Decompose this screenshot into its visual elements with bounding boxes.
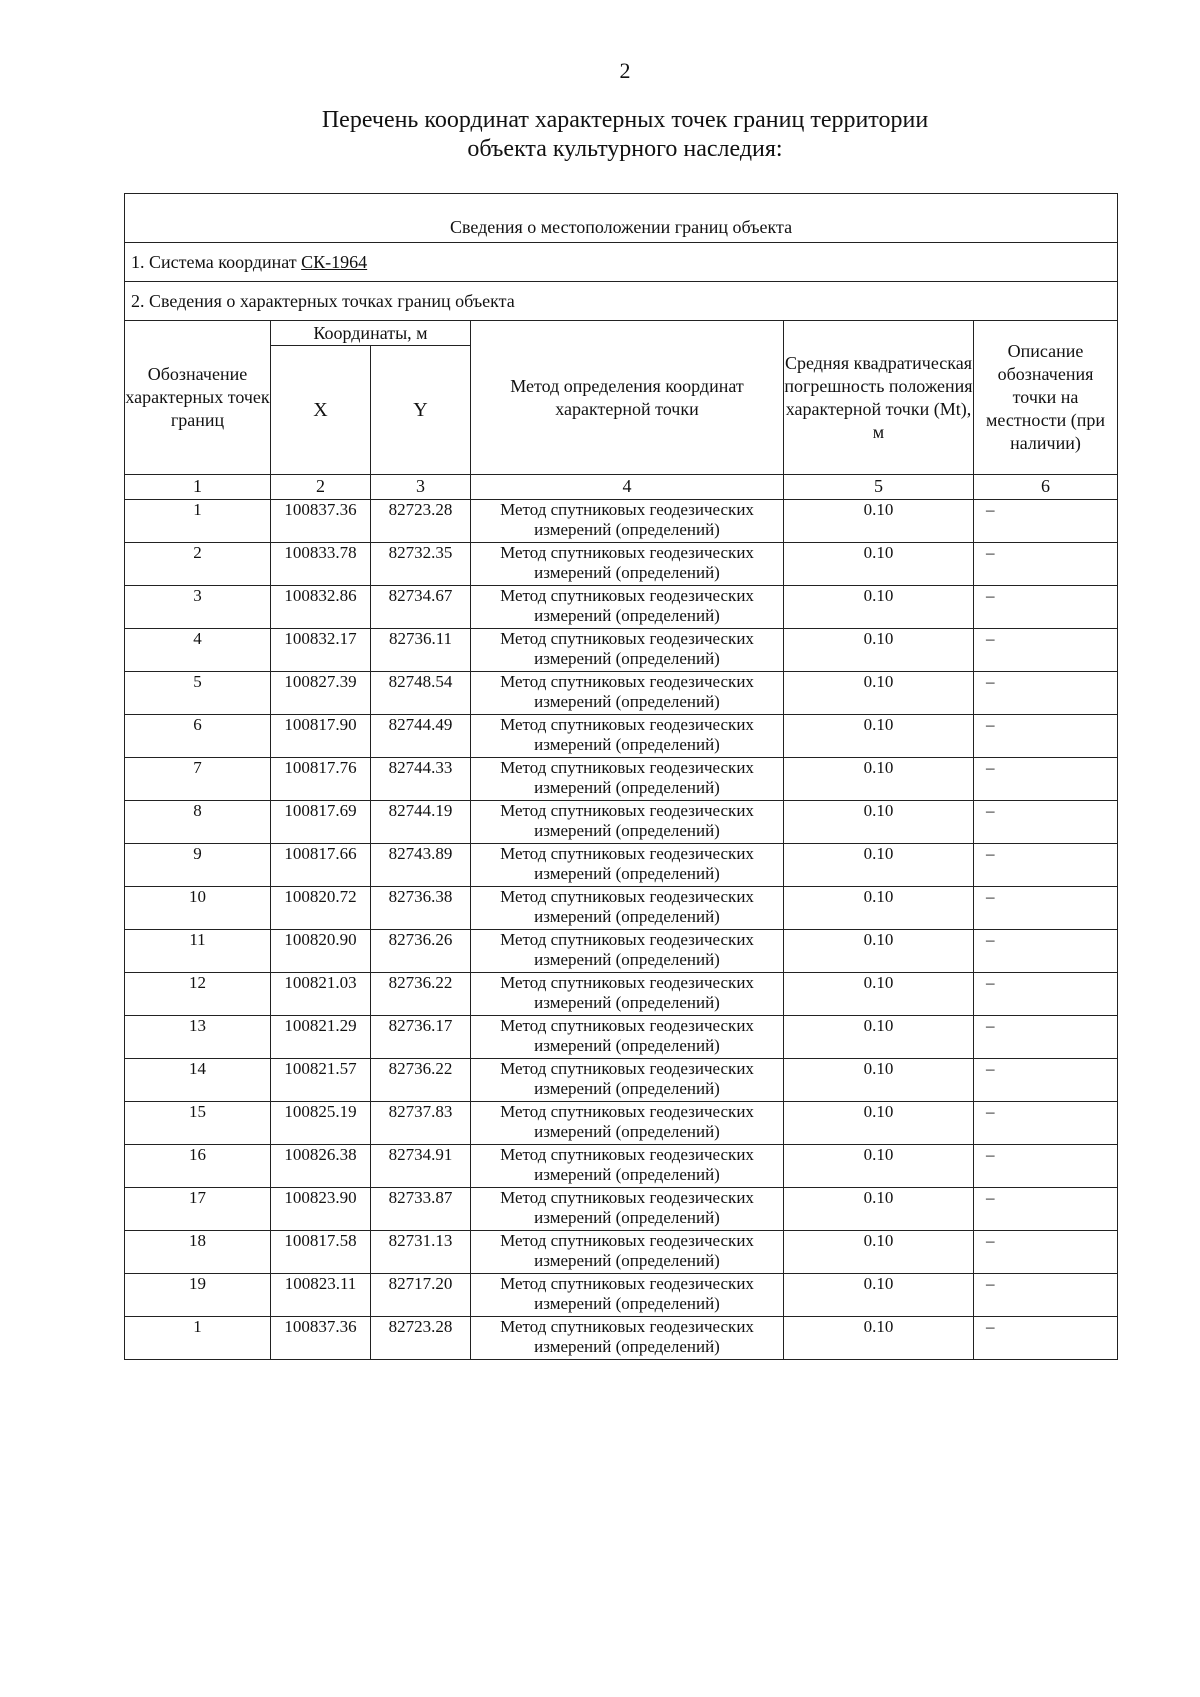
points-info-header: 2. Сведения о характерных точках границ объекта [125,282,1118,321]
x-coordinate-cell: 100832.86 [271,586,371,629]
error-cell: 0.10 [784,844,974,887]
table-row [125,1317,1118,1360]
page-number: 2 [619,58,631,83]
method-cell: Метод спутниковых геодезических измерений (определений) [471,1274,784,1317]
y-coordinate-cell: 82717.20 [371,1274,471,1317]
error-cell: 0.10 [784,1188,974,1231]
error-cell: 0.10 [784,1059,974,1102]
method-cell: Метод спутниковых геодезических измерений (определений) [471,715,784,758]
x-coordinate-cell: 100833.78 [271,543,371,586]
method-cell: Метод спутниковых геодезических измерений (определений) [471,1145,784,1188]
error-cell: 0.10 [784,1231,974,1274]
col-header-coordinates: Координаты, м [271,321,471,346]
x-coordinate-cell: 100837.36 [271,1317,371,1360]
page-title [0,106,1200,164]
x-coordinate-cell: 100817.66 [271,844,371,887]
column-number: 5 [784,475,974,500]
point-id-cell: 5 [125,672,271,715]
title-line-2: объекта культурного наследия: [467,136,783,162]
table-row [125,758,1118,801]
table-row [125,801,1118,844]
x-coordinate-cell: 100817.76 [271,758,371,801]
method-cell: Метод спутниковых геодезических измерений (определений) [471,1317,784,1360]
y-coordinate-cell: 82723.28 [371,1317,471,1360]
y-coordinate-cell: 82743.89 [371,844,471,887]
description-cell: – [974,629,1118,672]
y-coordinate-cell: 82736.22 [371,1059,471,1102]
x-coordinate-cell: 100823.90 [271,1188,371,1231]
error-cell: 0.10 [784,715,974,758]
description-cell: – [974,500,1118,543]
x-coordinate-cell: 100817.90 [271,715,371,758]
description-cell: – [974,1016,1118,1059]
description-cell: – [974,930,1118,973]
col-header-description: Описание обозначения точки на местности (при наличии) [974,321,1118,475]
table-row [125,887,1118,930]
error-cell: 0.10 [784,801,974,844]
x-coordinate-cell: 100823.11 [271,1274,371,1317]
point-id-cell: 1 [125,1317,271,1360]
y-coordinate-cell: 82733.87 [371,1188,471,1231]
point-id-cell: 19 [125,1274,271,1317]
point-id-cell: 11 [125,930,271,973]
description-cell: – [974,1102,1118,1145]
table-row [125,1274,1118,1317]
error-cell: 0.10 [784,1102,974,1145]
col-header-point-designation: Обозначение характерных точек границ [125,321,271,475]
column-number: 1 [125,475,271,500]
method-cell: Метод спутниковых геодезических измерений (определений) [471,887,784,930]
description-cell: – [974,672,1118,715]
x-coordinate-cell: 100820.90 [271,930,371,973]
x-coordinate-cell: 100821.57 [271,1059,371,1102]
description-cell: – [974,1231,1118,1274]
y-coordinate-cell: 82736.22 [371,973,471,1016]
y-coordinate-cell: 82744.33 [371,758,471,801]
error-cell: 0.10 [784,1016,974,1059]
error-cell: 0.10 [784,973,974,1016]
description-cell: – [974,715,1118,758]
table-row [125,1059,1118,1102]
table-row [125,1145,1118,1188]
error-cell: 0.10 [784,758,974,801]
table-row [125,586,1118,629]
x-coordinate-cell: 100827.39 [271,672,371,715]
description-cell: – [974,1317,1118,1360]
point-id-cell: 3 [125,586,271,629]
description-cell: – [974,1145,1118,1188]
point-id-cell: 7 [125,758,271,801]
description-cell: – [974,1059,1118,1102]
table-row [125,1016,1118,1059]
method-cell: Метод спутниковых геодезических измерений (определений) [471,500,784,543]
column-number: 4 [471,475,784,500]
y-coordinate-cell: 82732.35 [371,543,471,586]
coordinate-system-row [125,243,1118,282]
col-header-y: Y [371,346,471,475]
table-row [125,1102,1118,1145]
method-cell: Метод спутниковых геодезических измерений (определений) [471,1059,784,1102]
y-coordinate-cell: 82734.67 [371,586,471,629]
y-coordinate-cell: 82731.13 [371,1231,471,1274]
method-cell: Метод спутниковых геодезических измерений (определений) [471,1102,784,1145]
method-cell: Метод спутниковых геодезических измерений (определений) [471,586,784,629]
method-cell: Метод спутниковых геодезических измерений (определений) [471,543,784,586]
method-cell: Метод спутниковых геодезических измерений (определений) [471,672,784,715]
col-header-x: X [271,346,371,475]
point-id-cell: 2 [125,543,271,586]
method-cell: Метод спутниковых геодезических измерений (определений) [471,1188,784,1231]
description-cell: – [974,887,1118,930]
x-coordinate-cell: 100826.38 [271,1145,371,1188]
object-info-header: Сведения о местоположении границ объекта [125,194,1118,243]
table-row [125,844,1118,887]
description-cell: – [974,801,1118,844]
x-coordinate-cell: 100821.29 [271,1016,371,1059]
method-cell: Метод спутниковых геодезических измерений (определений) [471,844,784,887]
y-coordinate-cell: 82736.38 [371,887,471,930]
point-id-cell: 14 [125,1059,271,1102]
y-coordinate-cell: 82744.19 [371,801,471,844]
table-row [125,629,1118,672]
description-cell: – [974,1188,1118,1231]
y-coordinate-cell: 82734.91 [371,1145,471,1188]
table-row [125,500,1118,543]
table-row [125,1188,1118,1231]
x-coordinate-cell: 100817.58 [271,1231,371,1274]
error-cell: 0.10 [784,887,974,930]
error-cell: 0.10 [784,500,974,543]
error-cell: 0.10 [784,930,974,973]
table-row [125,543,1118,586]
method-cell: Метод спутниковых геодезических измерений (определений) [471,1016,784,1059]
error-cell: 0.10 [784,586,974,629]
point-id-cell: 1 [125,500,271,543]
coordinate-system-label: 1. Система координат [131,251,302,272]
point-id-cell: 10 [125,887,271,930]
point-id-cell: 15 [125,1102,271,1145]
method-cell: Метод спутниковых геодезических измерений (определений) [471,629,784,672]
x-coordinate-cell: 100837.36 [271,500,371,543]
point-id-cell: 9 [125,844,271,887]
x-coordinate-cell: 100832.17 [271,629,371,672]
x-coordinate-cell: 100820.72 [271,887,371,930]
column-number: 3 [371,475,471,500]
column-number: 6 [974,475,1118,500]
point-id-cell: 4 [125,629,271,672]
y-coordinate-cell: 82744.49 [371,715,471,758]
error-cell: 0.10 [784,1145,974,1188]
table-row [125,1231,1118,1274]
y-coordinate-cell: 82736.17 [371,1016,471,1059]
method-cell: Метод спутниковых геодезических измерений (определений) [471,930,784,973]
y-coordinate-cell: 82723.28 [371,500,471,543]
method-cell: Метод спутниковых геодезических измерений (определений) [471,758,784,801]
table-row [125,930,1118,973]
x-coordinate-cell: 100825.19 [271,1102,371,1145]
x-coordinate-cell: 100817.69 [271,801,371,844]
y-coordinate-cell: 82737.83 [371,1102,471,1145]
description-cell: – [974,758,1118,801]
point-id-cell: 12 [125,973,271,1016]
col-header-error: Средняя квадратическая погрешность положения характерной точки (Mt), м [784,321,974,475]
method-cell: Метод спутниковых геодезических измерений (определений) [471,1231,784,1274]
point-id-cell: 6 [125,715,271,758]
description-cell: – [974,973,1118,1016]
y-coordinate-cell: 82736.26 [371,930,471,973]
point-id-cell: 13 [125,1016,271,1059]
coordinate-system-value: СК-1964 [301,251,368,272]
error-cell: 0.10 [784,1317,974,1360]
error-cell: 0.10 [784,672,974,715]
description-cell: – [974,1274,1118,1317]
column-number: 2 [271,475,371,500]
table-row [125,973,1118,1016]
coordinates-table [124,193,1118,1360]
description-cell: – [974,586,1118,629]
method-cell: Метод спутниковых геодезических измерений (определений) [471,801,784,844]
table-row [125,715,1118,758]
error-cell: 0.10 [784,1274,974,1317]
title-line-1: Перечень координат характерных точек границ территории [321,107,929,133]
point-id-cell: 16 [125,1145,271,1188]
point-id-cell: 18 [125,1231,271,1274]
description-cell: – [974,844,1118,887]
column-numbers-row [125,475,1118,500]
y-coordinate-cell: 82748.54 [371,672,471,715]
col-header-method: Метод определения координат характерной точки [471,321,784,475]
error-cell: 0.10 [784,543,974,586]
method-cell: Метод спутниковых геодезических измерений (определений) [471,973,784,1016]
point-id-cell: 17 [125,1188,271,1231]
error-cell: 0.10 [784,629,974,672]
description-cell: – [974,543,1118,586]
point-id-cell: 8 [125,801,271,844]
table-row [125,672,1118,715]
y-coordinate-cell: 82736.11 [371,629,471,672]
x-coordinate-cell: 100821.03 [271,973,371,1016]
